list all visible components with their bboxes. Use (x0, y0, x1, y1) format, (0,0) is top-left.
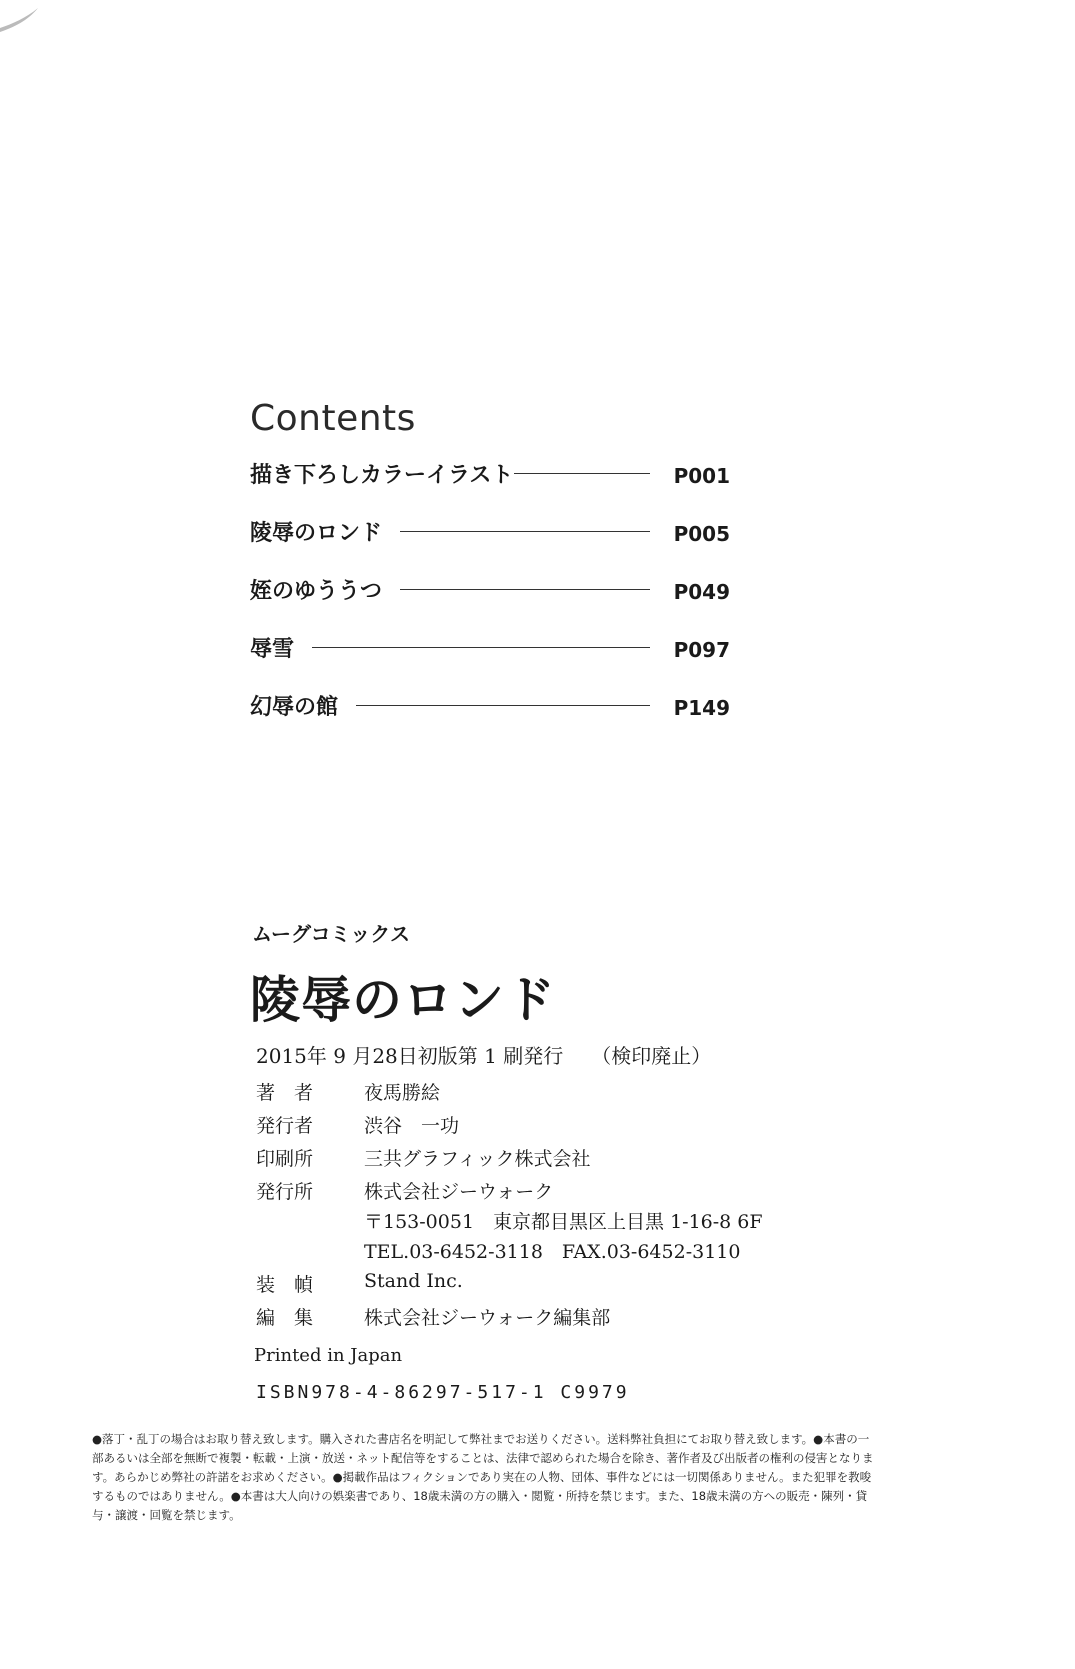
printed-in: Printed in Japan (254, 1345, 403, 1366)
stamp-note: （検印廃止） (591, 1044, 712, 1068)
issuer-key: 発行所 (256, 1181, 314, 1203)
issuer-address: 〒153-0051 東京都目黒区上目黒 1-16-8 6F (364, 1211, 763, 1233)
toc-leader-line (356, 705, 650, 706)
toc-item-page: P005 (673, 522, 730, 546)
toc-leader-line (312, 647, 650, 648)
printer-value: 三共グラフィック株式会社 (364, 1148, 591, 1170)
toc-item (250, 516, 730, 556)
toc-item-label: 描き下ろしカラーイラスト (250, 463, 514, 488)
toc-item-page: P149 (673, 696, 730, 720)
toc-item-label: 陵辱のロンド (250, 521, 383, 546)
toc-item-label: 姪のゆううつ (250, 579, 383, 604)
toc-item (250, 458, 730, 498)
issuer-phone: TEL.03-6452-3118 FAX.03-6452-3110 (364, 1241, 741, 1263)
series-name: ムーグコミックス (252, 922, 410, 946)
publisher-value: 渋谷 一功 (364, 1115, 460, 1137)
publication-date: 2015年 9 月28日初版第 1 刷発行 (256, 1044, 564, 1068)
book-title: 陵辱のロンド (250, 971, 556, 1029)
toc-item (250, 690, 730, 730)
design-key: 装 幀 (256, 1274, 314, 1296)
author-value: 夜馬勝絵 (364, 1082, 441, 1104)
toc-item-label: 幻辱の館 (250, 695, 339, 720)
toc-item-page: P001 (673, 464, 730, 488)
issuer-value: 株式会社ジーウォーク (364, 1181, 554, 1203)
toc-item-page: P049 (673, 580, 730, 604)
publication-date-line (256, 1040, 711, 1069)
toc-item (250, 632, 730, 672)
contents-heading: Contents (250, 398, 416, 439)
publisher-key: 発行者 (256, 1115, 314, 1137)
design-value: Stand Inc. (364, 1270, 463, 1292)
editor-key: 編 集 (256, 1307, 314, 1329)
editor-value: 株式会社ジーウォーク編集部 (364, 1307, 611, 1329)
toc-leader-line (400, 589, 650, 590)
toc-leader-line (400, 531, 650, 532)
legal-notice: ●落丁・乱丁の場合はお取り替え致します。購入された書店名を明記して弊社までお送りください。送料弊社負担にてお取り替え致します。●本書の一部あるいは全部を無断で複製・転載・上演・放送・ネット配信等をすることは、法律で認められた場合を除き、著作者及び出版者の権利の侵害となります。あらかじめ弊社の許諾をお求めください。●掲載作品はフィクションであり実在の人物、団体、事件などには一切関係ありません。また犯罪を教唆するものではありません。●本書は大人向けの娯楽書であり、18歳未満の方の購入・閲覧・所持を禁じます。また、18歳未満の方への販売・陳列・貸与・譲渡・回覧を禁じます。 (92, 1432, 874, 1522)
toc-item-label: 辱雪 (250, 637, 295, 662)
toc-item (250, 574, 730, 614)
isbn-code: ISBN978-4-86297-517-1 C9979 (256, 1382, 630, 1403)
author-key: 著 者 (256, 1082, 314, 1104)
page-curl-mark (0, 0, 60, 40)
toc-leader-line (514, 473, 650, 474)
toc-item-page: P097 (673, 638, 730, 662)
printer-key: 印刷所 (256, 1148, 314, 1170)
